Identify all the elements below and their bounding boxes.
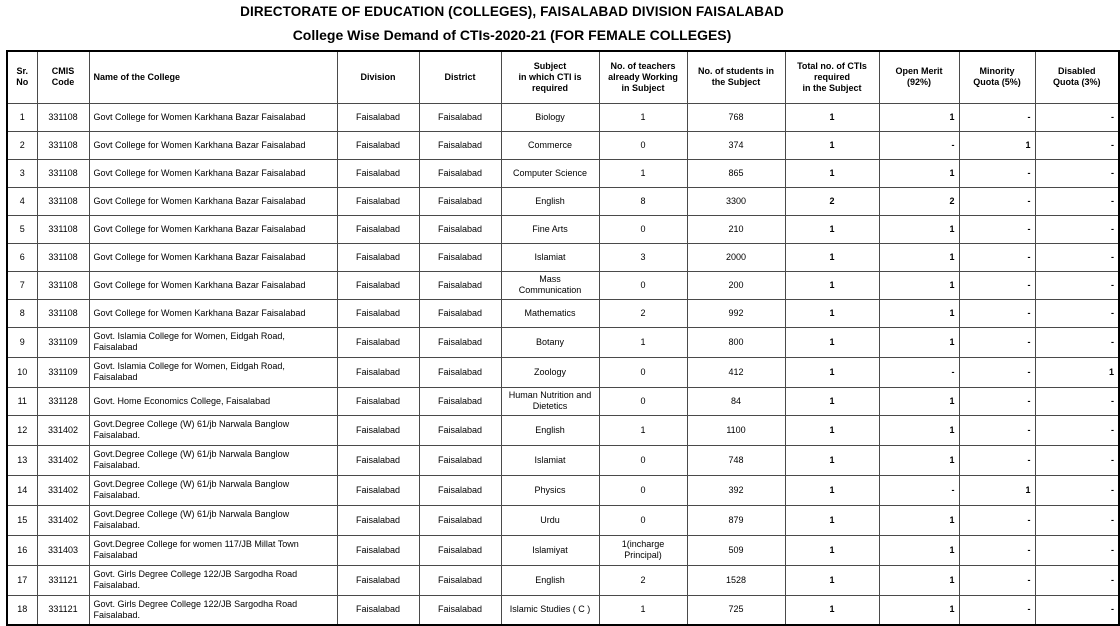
cell-division: Faisalabad bbox=[337, 271, 419, 299]
cell-disabled-quota: - bbox=[1035, 131, 1119, 159]
cell-disabled-quota: - bbox=[1035, 565, 1119, 595]
cell-cmis-code: 331108 bbox=[37, 103, 89, 131]
cell-disabled-quota: - bbox=[1035, 215, 1119, 243]
cell-minority-quota: - bbox=[959, 327, 1035, 357]
cell-teachers-working: 1 bbox=[599, 595, 687, 625]
cell-minority-quota: 1 bbox=[959, 131, 1035, 159]
cell-teachers-working: 3 bbox=[599, 243, 687, 271]
cell-subject: Botany bbox=[501, 327, 599, 357]
cell-sr-no: 16 bbox=[7, 535, 37, 565]
cell-district: Faisalabad bbox=[419, 595, 501, 625]
cell-teachers-working: 0 bbox=[599, 445, 687, 475]
cell-sr-no: 12 bbox=[7, 415, 37, 445]
cell-total-ctis-required: 2 bbox=[785, 187, 879, 215]
cell-college-name: Govt. Girls Degree College 122/JB Sargodha Road Faisalabad. bbox=[89, 595, 337, 625]
cell-students-in-subject: 200 bbox=[687, 271, 785, 299]
cell-cmis-code: 331108 bbox=[37, 299, 89, 327]
cell-total-ctis-required: 1 bbox=[785, 565, 879, 595]
page-title: DIRECTORATE OF EDUCATION (COLLEGES), FAISALABAD DIVISION FAISALABAD bbox=[240, 4, 784, 19]
column-header-sr-no: Sr. No bbox=[7, 51, 37, 103]
cell-open-merit: 1 bbox=[879, 535, 959, 565]
cell-total-ctis-required: 1 bbox=[785, 445, 879, 475]
cell-district: Faisalabad bbox=[419, 271, 501, 299]
cell-open-merit: 1 bbox=[879, 103, 959, 131]
cell-district: Faisalabad bbox=[419, 475, 501, 505]
cell-division: Faisalabad bbox=[337, 215, 419, 243]
cell-cmis-code: 331108 bbox=[37, 271, 89, 299]
table-row bbox=[7, 187, 1119, 215]
cell-total-ctis-required: 1 bbox=[785, 505, 879, 535]
cell-minority-quota: - bbox=[959, 357, 1035, 387]
cell-students-in-subject: 768 bbox=[687, 103, 785, 131]
table-row bbox=[7, 131, 1119, 159]
column-header-teachers-working: No. of teachers already Working in Subject bbox=[599, 51, 687, 103]
cell-total-ctis-required: 1 bbox=[785, 299, 879, 327]
cell-division: Faisalabad bbox=[337, 475, 419, 505]
cell-subject: Commerce bbox=[501, 131, 599, 159]
cell-cmis-code: 331109 bbox=[37, 357, 89, 387]
table-row bbox=[7, 243, 1119, 271]
column-header-disabled-quota: Disabled Quota (3%) bbox=[1035, 51, 1119, 103]
cell-minority-quota: - bbox=[959, 595, 1035, 625]
college-demand-table bbox=[6, 50, 1120, 626]
cell-open-merit: 2 bbox=[879, 187, 959, 215]
cell-division: Faisalabad bbox=[337, 187, 419, 215]
cell-minority-quota: - bbox=[959, 387, 1035, 415]
cell-division: Faisalabad bbox=[337, 131, 419, 159]
cell-open-merit: - bbox=[879, 357, 959, 387]
cell-disabled-quota: - bbox=[1035, 505, 1119, 535]
cell-district: Faisalabad bbox=[419, 445, 501, 475]
table-row bbox=[7, 535, 1119, 565]
cell-total-ctis-required: 1 bbox=[785, 415, 879, 445]
cell-division: Faisalabad bbox=[337, 505, 419, 535]
cell-minority-quota: - bbox=[959, 187, 1035, 215]
cell-cmis-code: 331108 bbox=[37, 215, 89, 243]
cell-minority-quota: - bbox=[959, 159, 1035, 187]
cell-cmis-code: 331108 bbox=[37, 131, 89, 159]
cell-subject: Computer Science bbox=[501, 159, 599, 187]
cell-total-ctis-required: 1 bbox=[785, 595, 879, 625]
cell-disabled-quota: - bbox=[1035, 187, 1119, 215]
cell-division: Faisalabad bbox=[337, 327, 419, 357]
cell-minority-quota: - bbox=[959, 415, 1035, 445]
cell-students-in-subject: 412 bbox=[687, 357, 785, 387]
cell-subject: Mass Communication bbox=[501, 271, 599, 299]
cell-sr-no: 2 bbox=[7, 131, 37, 159]
cell-disabled-quota: - bbox=[1035, 595, 1119, 625]
cell-disabled-quota: - bbox=[1035, 103, 1119, 131]
column-header-minority-quota: Minority Quota (5%) bbox=[959, 51, 1035, 103]
cell-open-merit: 1 bbox=[879, 565, 959, 595]
cell-open-merit: 1 bbox=[879, 445, 959, 475]
cell-sr-no: 9 bbox=[7, 327, 37, 357]
cell-disabled-quota: - bbox=[1035, 415, 1119, 445]
cell-teachers-working: 1 bbox=[599, 415, 687, 445]
cell-division: Faisalabad bbox=[337, 445, 419, 475]
cell-open-merit: 1 bbox=[879, 215, 959, 243]
cell-district: Faisalabad bbox=[419, 215, 501, 243]
cell-minority-quota: - bbox=[959, 505, 1035, 535]
cell-disabled-quota: - bbox=[1035, 445, 1119, 475]
cell-college-name: Govt.Degree College (W) 61/jb Narwala Banglow Faisalabad. bbox=[89, 445, 337, 475]
cell-sr-no: 8 bbox=[7, 299, 37, 327]
cell-college-name: Govt College for Women Karkhana Bazar Faisalabad bbox=[89, 187, 337, 215]
cell-college-name: Govt. Islamia College for Women, Eidgah Road, Faisalabad bbox=[89, 357, 337, 387]
cell-teachers-working: 8 bbox=[599, 187, 687, 215]
table-body bbox=[7, 103, 1119, 625]
cell-teachers-working: 2 bbox=[599, 299, 687, 327]
cell-total-ctis-required: 1 bbox=[785, 535, 879, 565]
cell-sr-no: 1 bbox=[7, 103, 37, 131]
cell-cmis-code: 331402 bbox=[37, 445, 89, 475]
cell-open-merit: 1 bbox=[879, 159, 959, 187]
cell-open-merit: - bbox=[879, 475, 959, 505]
cell-students-in-subject: 3300 bbox=[687, 187, 785, 215]
cell-students-in-subject: 374 bbox=[687, 131, 785, 159]
cell-teachers-working: 0 bbox=[599, 271, 687, 299]
cell-sr-no: 3 bbox=[7, 159, 37, 187]
cell-students-in-subject: 210 bbox=[687, 215, 785, 243]
cell-students-in-subject: 509 bbox=[687, 535, 785, 565]
cell-district: Faisalabad bbox=[419, 387, 501, 415]
table-row bbox=[7, 103, 1119, 131]
cell-college-name: Govt College for Women Karkhana Bazar Faisalabad bbox=[89, 159, 337, 187]
cell-cmis-code: 331109 bbox=[37, 327, 89, 357]
cell-cmis-code: 331121 bbox=[37, 565, 89, 595]
cell-total-ctis-required: 1 bbox=[785, 271, 879, 299]
cell-open-merit: 1 bbox=[879, 387, 959, 415]
cell-college-name: Govt.Degree College (W) 61/jb Narwala Banglow Faisalabad. bbox=[89, 475, 337, 505]
cell-sr-no: 17 bbox=[7, 565, 37, 595]
table-container bbox=[6, 50, 1114, 626]
cell-disabled-quota: - bbox=[1035, 159, 1119, 187]
cell-students-in-subject: 748 bbox=[687, 445, 785, 475]
cell-total-ctis-required: 1 bbox=[785, 327, 879, 357]
cell-college-name: Govt.Degree College for women 117/JB Millat Town Faisalabad bbox=[89, 535, 337, 565]
cell-sr-no: 10 bbox=[7, 357, 37, 387]
table-row bbox=[7, 159, 1119, 187]
cell-district: Faisalabad bbox=[419, 565, 501, 595]
cell-college-name: Govt College for Women Karkhana Bazar Faisalabad bbox=[89, 243, 337, 271]
document-titles bbox=[0, 0, 1024, 45]
cell-minority-quota: - bbox=[959, 103, 1035, 131]
cell-district: Faisalabad bbox=[419, 243, 501, 271]
cell-students-in-subject: 84 bbox=[687, 387, 785, 415]
cell-open-merit: 1 bbox=[879, 327, 959, 357]
cell-college-name: Govt.Degree College (W) 61/jb Narwala Banglow Faisalabad. bbox=[89, 505, 337, 535]
cell-students-in-subject: 1100 bbox=[687, 415, 785, 445]
cell-subject: Islamiat bbox=[501, 243, 599, 271]
cell-students-in-subject: 2000 bbox=[687, 243, 785, 271]
cell-district: Faisalabad bbox=[419, 327, 501, 357]
cell-division: Faisalabad bbox=[337, 565, 419, 595]
table-row bbox=[7, 387, 1119, 415]
cell-cmis-code: 331402 bbox=[37, 415, 89, 445]
cell-minority-quota: - bbox=[959, 271, 1035, 299]
cell-division: Faisalabad bbox=[337, 243, 419, 271]
cell-disabled-quota: - bbox=[1035, 475, 1119, 505]
column-header-students: No. of students in the Subject bbox=[687, 51, 785, 103]
table-row bbox=[7, 357, 1119, 387]
cell-open-merit: 1 bbox=[879, 505, 959, 535]
cell-subject: Islamic Studies ( C ) bbox=[501, 595, 599, 625]
cell-subject: English bbox=[501, 415, 599, 445]
cell-district: Faisalabad bbox=[419, 103, 501, 131]
cell-cmis-code: 331108 bbox=[37, 159, 89, 187]
cell-division: Faisalabad bbox=[337, 595, 419, 625]
column-header-cmis-code: CMIS Code bbox=[37, 51, 89, 103]
cell-division: Faisalabad bbox=[337, 415, 419, 445]
cell-division: Faisalabad bbox=[337, 159, 419, 187]
cell-subject: Urdu bbox=[501, 505, 599, 535]
cell-teachers-working: 1(incharge Principal) bbox=[599, 535, 687, 565]
cell-minority-quota: - bbox=[959, 299, 1035, 327]
column-header-open-merit: Open Merit (92%) bbox=[879, 51, 959, 103]
cell-minority-quota: - bbox=[959, 445, 1035, 475]
cell-college-name: Govt College for Women Karkhana Bazar Faisalabad bbox=[89, 103, 337, 131]
column-header-college-name: Name of the College bbox=[89, 51, 337, 103]
cell-students-in-subject: 392 bbox=[687, 475, 785, 505]
column-header-district: District bbox=[419, 51, 501, 103]
cell-district: Faisalabad bbox=[419, 187, 501, 215]
cell-total-ctis-required: 1 bbox=[785, 387, 879, 415]
cell-subject: Islamiat bbox=[501, 445, 599, 475]
cell-total-ctis-required: 1 bbox=[785, 131, 879, 159]
table-row bbox=[7, 445, 1119, 475]
cell-disabled-quota: - bbox=[1035, 243, 1119, 271]
cell-district: Faisalabad bbox=[419, 131, 501, 159]
column-header-total-ctis: Total no. of CTIs required in the Subject bbox=[785, 51, 879, 103]
cell-teachers-working: 1 bbox=[599, 103, 687, 131]
cell-division: Faisalabad bbox=[337, 299, 419, 327]
table-row bbox=[7, 327, 1119, 357]
table-header bbox=[7, 51, 1119, 103]
cell-total-ctis-required: 1 bbox=[785, 159, 879, 187]
page-subtitle: College Wise Demand of CTIs-2020-21 (FOR FEMALE COLLEGES) bbox=[292, 27, 732, 43]
cell-disabled-quota: - bbox=[1035, 271, 1119, 299]
cell-open-merit: 1 bbox=[879, 595, 959, 625]
cell-cmis-code: 331108 bbox=[37, 187, 89, 215]
cell-college-name: Govt College for Women Karkhana Bazar Faisalabad bbox=[89, 215, 337, 243]
cell-sr-no: 11 bbox=[7, 387, 37, 415]
cell-teachers-working: 0 bbox=[599, 131, 687, 159]
cell-disabled-quota: - bbox=[1035, 299, 1119, 327]
cell-open-merit: 1 bbox=[879, 299, 959, 327]
cell-sr-no: 13 bbox=[7, 445, 37, 475]
column-header-division: Division bbox=[337, 51, 419, 103]
cell-teachers-working: 0 bbox=[599, 505, 687, 535]
table-row bbox=[7, 595, 1119, 625]
cell-teachers-working: 2 bbox=[599, 565, 687, 595]
table-row bbox=[7, 271, 1119, 299]
cell-sr-no: 14 bbox=[7, 475, 37, 505]
cell-cmis-code: 331402 bbox=[37, 475, 89, 505]
cell-subject: Zoology bbox=[501, 357, 599, 387]
header-row bbox=[7, 51, 1119, 103]
cell-college-name: Govt. Islamia College for Women, Eidgah Road, Faisalabad bbox=[89, 327, 337, 357]
cell-minority-quota: - bbox=[959, 565, 1035, 595]
cell-students-in-subject: 992 bbox=[687, 299, 785, 327]
cell-students-in-subject: 879 bbox=[687, 505, 785, 535]
cell-division: Faisalabad bbox=[337, 535, 419, 565]
cell-disabled-quota: - bbox=[1035, 535, 1119, 565]
cell-college-name: Govt. Home Economics College, Faisalabad bbox=[89, 387, 337, 415]
table-row bbox=[7, 215, 1119, 243]
cell-subject: Fine Arts bbox=[501, 215, 599, 243]
cell-subject: English bbox=[501, 565, 599, 595]
cell-district: Faisalabad bbox=[419, 505, 501, 535]
cell-total-ctis-required: 1 bbox=[785, 103, 879, 131]
cell-cmis-code: 331128 bbox=[37, 387, 89, 415]
cell-cmis-code: 331403 bbox=[37, 535, 89, 565]
cell-teachers-working: 0 bbox=[599, 475, 687, 505]
table-row bbox=[7, 505, 1119, 535]
cell-teachers-working: 0 bbox=[599, 357, 687, 387]
cell-subject: Physics bbox=[501, 475, 599, 505]
cell-teachers-working: 0 bbox=[599, 387, 687, 415]
cell-subject: Islamiyat bbox=[501, 535, 599, 565]
cell-division: Faisalabad bbox=[337, 387, 419, 415]
cell-district: Faisalabad bbox=[419, 535, 501, 565]
cell-subject: Mathematics bbox=[501, 299, 599, 327]
cell-total-ctis-required: 1 bbox=[785, 475, 879, 505]
cell-college-name: Govt College for Women Karkhana Bazar Faisalabad bbox=[89, 271, 337, 299]
cell-sr-no: 15 bbox=[7, 505, 37, 535]
cell-minority-quota: - bbox=[959, 535, 1035, 565]
cell-disabled-quota: 1 bbox=[1035, 357, 1119, 387]
cell-subject: English bbox=[501, 187, 599, 215]
cell-teachers-working: 1 bbox=[599, 327, 687, 357]
cell-college-name: Govt College for Women Karkhana Bazar Faisalabad bbox=[89, 131, 337, 159]
cell-minority-quota: - bbox=[959, 243, 1035, 271]
cell-total-ctis-required: 1 bbox=[785, 243, 879, 271]
cell-sr-no: 18 bbox=[7, 595, 37, 625]
cell-cmis-code: 331402 bbox=[37, 505, 89, 535]
table-row bbox=[7, 415, 1119, 445]
cell-total-ctis-required: 1 bbox=[785, 215, 879, 243]
cell-students-in-subject: 865 bbox=[687, 159, 785, 187]
cell-college-name: Govt College for Women Karkhana Bazar Faisalabad bbox=[89, 299, 337, 327]
cell-district: Faisalabad bbox=[419, 357, 501, 387]
cell-sr-no: 4 bbox=[7, 187, 37, 215]
cell-students-in-subject: 725 bbox=[687, 595, 785, 625]
cell-total-ctis-required: 1 bbox=[785, 357, 879, 387]
cell-teachers-working: 1 bbox=[599, 159, 687, 187]
cell-sr-no: 7 bbox=[7, 271, 37, 299]
cell-disabled-quota: - bbox=[1035, 387, 1119, 415]
table-row bbox=[7, 299, 1119, 327]
cell-students-in-subject: 1528 bbox=[687, 565, 785, 595]
cell-cmis-code: 331108 bbox=[37, 243, 89, 271]
cell-minority-quota: 1 bbox=[959, 475, 1035, 505]
cell-minority-quota: - bbox=[959, 215, 1035, 243]
cell-disabled-quota: - bbox=[1035, 327, 1119, 357]
cell-open-merit: 1 bbox=[879, 415, 959, 445]
cell-district: Faisalabad bbox=[419, 159, 501, 187]
cell-subject: Biology bbox=[501, 103, 599, 131]
cell-open-merit: 1 bbox=[879, 271, 959, 299]
cell-division: Faisalabad bbox=[337, 357, 419, 387]
cell-open-merit: 1 bbox=[879, 243, 959, 271]
cell-college-name: Govt. Girls Degree College 122/JB Sargodha Road Faisalabad. bbox=[89, 565, 337, 595]
table-row bbox=[7, 475, 1119, 505]
cell-district: Faisalabad bbox=[419, 415, 501, 445]
cell-district: Faisalabad bbox=[419, 299, 501, 327]
cell-sr-no: 5 bbox=[7, 215, 37, 243]
cell-cmis-code: 331121 bbox=[37, 595, 89, 625]
cell-open-merit: - bbox=[879, 131, 959, 159]
cell-students-in-subject: 800 bbox=[687, 327, 785, 357]
cell-subject: Human Nutrition and Dietetics bbox=[501, 387, 599, 415]
column-header-subject: Subject in which CTI is required bbox=[501, 51, 599, 103]
cell-college-name: Govt.Degree College (W) 61/jb Narwala Banglow Faisalabad. bbox=[89, 415, 337, 445]
cell-sr-no: 6 bbox=[7, 243, 37, 271]
table-row bbox=[7, 565, 1119, 595]
cell-division: Faisalabad bbox=[337, 103, 419, 131]
cell-teachers-working: 0 bbox=[599, 215, 687, 243]
